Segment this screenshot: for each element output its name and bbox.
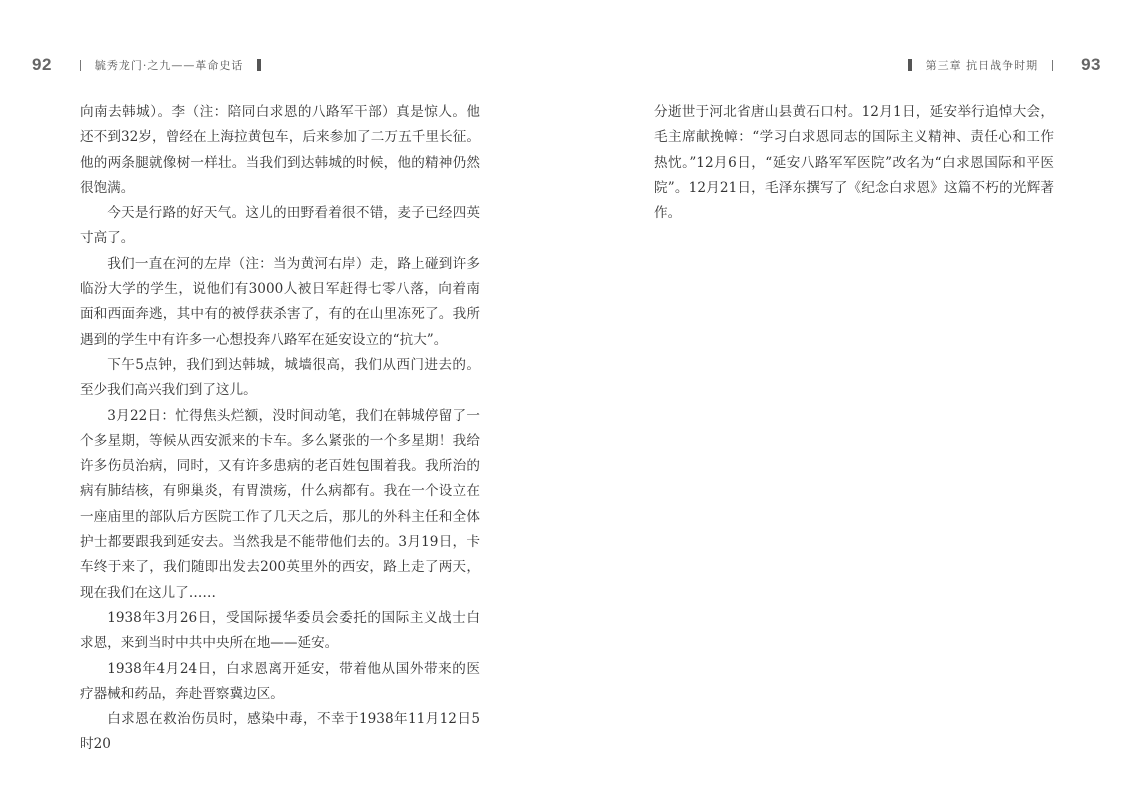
- paragraph: 下午5点钟，我们到达韩城，城墙很高，我们从西门进去的。至少我们高兴我们到了这儿。: [80, 356, 480, 399]
- left-page-header: [32, 52, 275, 78]
- paragraph: 我们一直在河的左岸（注：当为黄河右岸）走，路上碰到许多临汾大学的学生，说他们有3000人被日军赶得七零八落，向着南面和西面奔逃，其中有的被俘获杀害了，有的在山里冻死了。我所遇到的学生中有许多一心想投奔八路军在延安设立的“抗大”。: [80, 255, 480, 348]
- right-page-header: [894, 52, 1101, 78]
- right-page-body: [654, 100, 1054, 226]
- right-page-number: 93: [1081, 55, 1101, 74]
- left-page-body: [80, 100, 480, 758]
- paragraph: 1938年3月26日，受国际援华委员会委托的国际主义战士白求恩，来到当时中共中央所在地——延安。: [80, 609, 480, 652]
- paragraph: 白求恩在救治伤员时，感染中毒，不幸于1938年11月12日5时20: [80, 711, 480, 753]
- header-divider: [80, 60, 81, 71]
- paragraph: 1938年4月24日，白求恩离开延安，带着他从国外带来的医疗器械和药品，奔赴晋察冀边区。: [80, 660, 480, 702]
- header-marker: [257, 59, 261, 71]
- left-header-title: 毓秀龙门·之九——革命史话: [94, 59, 244, 72]
- right-header-title: 第三章 抗日战争时期: [925, 59, 1039, 72]
- paragraph: 今天是行路的好天气。这儿的田野看着很不错，麦子已经四英寸高了。: [80, 205, 480, 247]
- paragraph: 分逝世于河北省唐山县黄石口村。12月1日，延安举行追悼大会，毛主席献挽幛：“学习白求恩同志的国际主义精神、责任心和工作热忱。”12月6日，“延安八路军军医院”改名为“白求恩国际和平医院”。12月21日，毛泽东撰写了《纪念白求恩》这篇不朽的光辉著作。: [654, 104, 1054, 222]
- paragraph: 3月22日：忙得焦头烂额，没时间动笔，我们在韩城停留了一个多星期，等候从西安派来的卡车。多么紧张的一个多星期！我给许多伤员治病，同时，又有许多患病的老百姓包围着我。我所治的病有肺结核，有卵巢炎，有胃溃疡，什么病都有。我在一个设立在一座庙里的部队后方医院工作了几天之后，那儿的外科主任和全体护士都要跟我到延安去。当然我是不能带他们去的。3月19日，卡车终于来了，我们随即出发去200英里外的西安，路上走了两天，现在我们在这儿了……: [80, 407, 480, 601]
- header-marker: [908, 59, 912, 71]
- left-page-number: 92: [32, 55, 52, 74]
- paragraph: 向南去韩城）。李（注：陪同白求恩的八路军干部）真是惊人。他还不到32岁，曾经在上海拉黄包车，后来参加了二万五千里长征。他的两条腿就像树一样壮。当我们到达韩城的时候，他的精神仍然很饱满。: [80, 104, 480, 196]
- header-divider: [1052, 60, 1053, 71]
